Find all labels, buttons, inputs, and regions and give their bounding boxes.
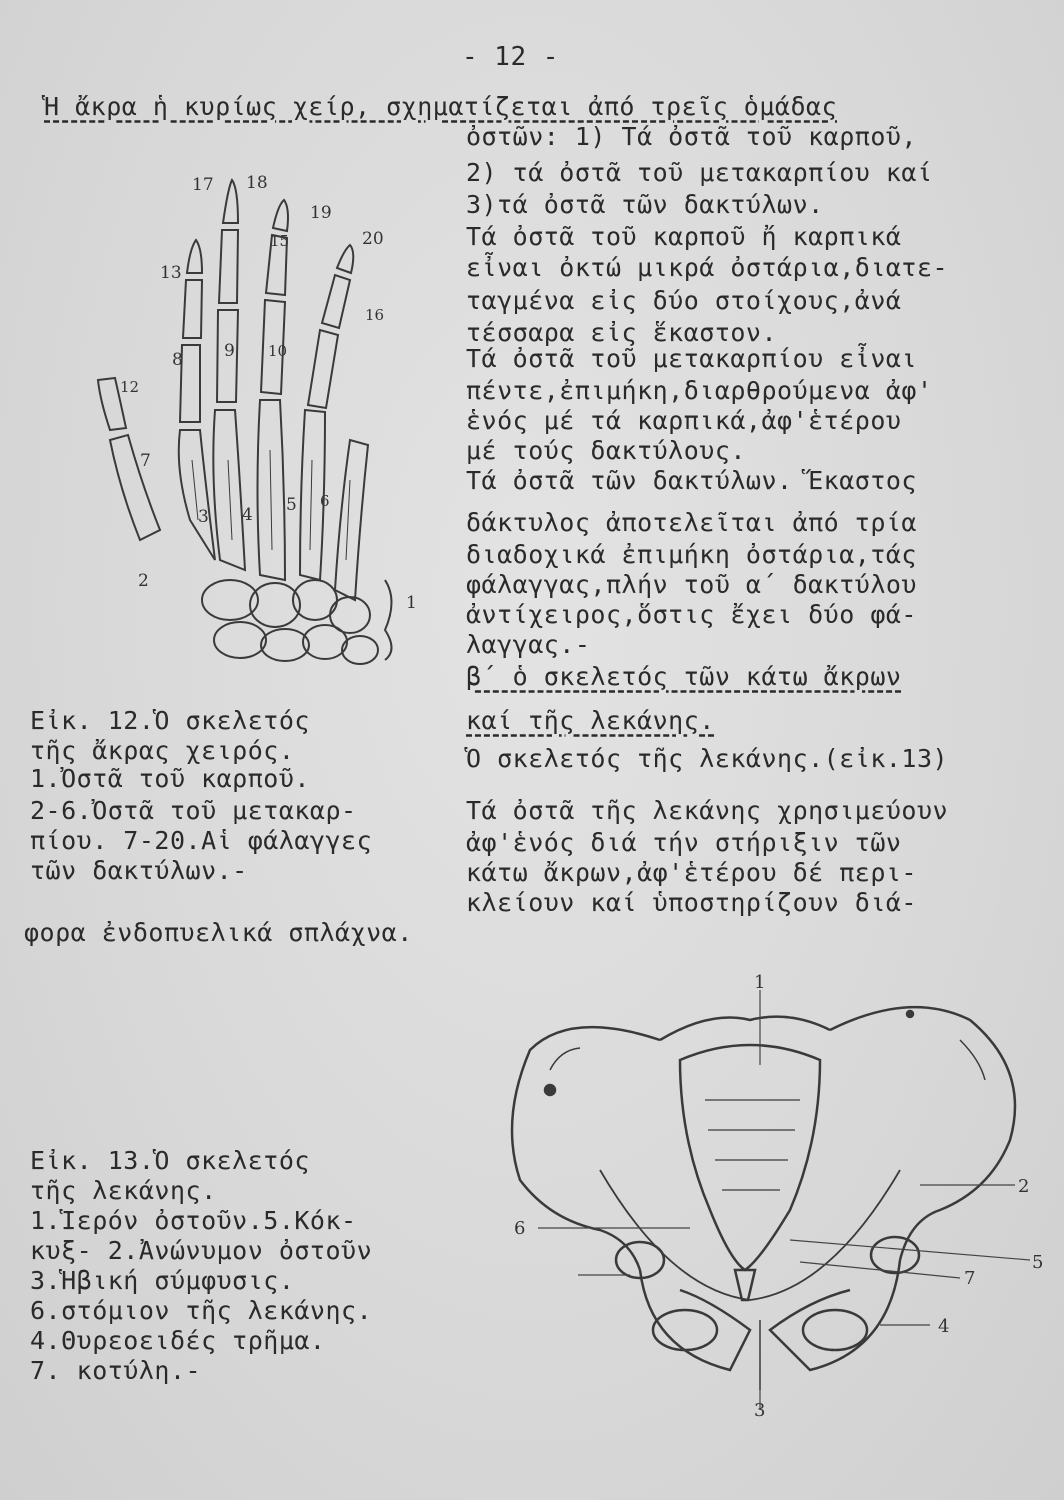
hand-label: 4 <box>242 505 253 525</box>
hand-skeleton-illustration <box>80 160 440 680</box>
body-line: Τά ὀστᾶ τῆς λεκάνης χρησιμεύουν <box>466 796 949 825</box>
body-line: ἀφ'ἑνός διά τήν στήριξιν τῶν <box>466 828 902 857</box>
caption-line: πίου. 7-20.Αἱ φάλαγγες <box>30 826 373 855</box>
caption-line: κυξ- 2.Ἀνώνυμον ὀστοῦν <box>30 1236 373 1265</box>
hand-label: 10 <box>268 342 288 360</box>
body-line: τέσσαρα εἰς ἕκαστον. <box>466 318 778 347</box>
hand-label: 15 <box>270 232 290 250</box>
pelvis-skeleton-illustration <box>490 970 1050 1420</box>
body-line: ἀντίχειρος,ὅστις ἔχει δύο φά- <box>466 600 917 629</box>
body-line: δάκτυλος ἀποτελεῖται ἀπό τρία <box>466 508 917 537</box>
body-line: Τά ὀστᾶ τῶν δακτύλων. Ἕκαστος <box>466 466 917 495</box>
hand-label: 5 <box>286 495 297 515</box>
subsection-heading: Ὁ σκελετός τῆς λεκάνης.(εἰκ.13) <box>466 744 949 773</box>
hand-label: 1 <box>406 593 417 613</box>
page-number: - 12 - <box>462 42 559 72</box>
caption-line: 3.Ἡβική σύμφυσις. <box>30 1266 295 1295</box>
hand-label: 9 <box>224 341 235 361</box>
hand-label: 8 <box>172 350 183 370</box>
hand-label: 18 <box>246 173 268 193</box>
body-line: Τά ὀστᾶ τοῦ μετακαρπίου εἶναι <box>466 344 917 373</box>
caption-line: 1.Ὀστᾶ τοῦ καρποῦ. <box>30 764 310 793</box>
caption-line: 2-6.Ὀστᾶ τοῦ μετακαρ- <box>30 796 357 825</box>
pelvis-label: 7 <box>964 1268 976 1289</box>
hand-label: 2 <box>138 571 149 591</box>
caption-line: 1.Ἱερόν ὀστοῦν.5.Κόκ- <box>30 1206 357 1235</box>
body-line: 3)τά ὀστᾶ τῶν δακτύλων. <box>466 190 824 219</box>
pelvis-label: 1 <box>754 972 766 993</box>
body-line: Ἡ ἄκρα ἡ κυρίως χείρ, σχηματίζεται ἀπό τρεῖς ὁμάδας <box>44 92 838 121</box>
caption-line: τῆς λεκάνης. <box>30 1176 217 1205</box>
caption-line: Εἰκ. 12.Ὁ σκελετός <box>30 706 310 735</box>
section-heading: β΄ ὁ σκελετός τῶν κάτω ἄκρων <box>466 662 902 691</box>
pelvis-label: 2 <box>1018 1176 1030 1197</box>
body-line: φορα ἐνδοπυελικά σπλάχνα. <box>24 918 413 947</box>
body-line: ὀστῶν: 1) Τά ὀστᾶ τοῦ καρποῦ, <box>466 122 917 151</box>
body-line: εἶναι ὀκτώ μικρά ὀστάρια,διατε- <box>466 253 949 282</box>
body-line: κλείουν καί ὑποστηρίζουν διά- <box>466 888 917 917</box>
body-line: λαγγας.- <box>466 630 591 659</box>
pelvis-label: 6 <box>514 1218 526 1239</box>
hand-label: 13 <box>160 263 182 283</box>
body-line: κάτω ἄκρων,ἀφ'ἑτέρου δέ περι- <box>466 858 917 887</box>
body-line: ταγμένα εἰς δύο στοίχους,ἀνά <box>466 286 902 315</box>
pelvis-label: 5 <box>1032 1252 1044 1273</box>
hand-label: 3 <box>198 507 209 527</box>
body-line: Τά ὀστᾶ τοῦ καρποῦ ἤ καρπικά <box>466 222 902 251</box>
caption-line: 4.Θυρεοειδές τρῆμα. <box>30 1326 326 1355</box>
body-line: μέ τούς δακτύλους. <box>466 436 746 465</box>
hand-label: 20 <box>362 229 384 249</box>
hand-label: 19 <box>310 203 332 223</box>
section-heading: καί τῆς λεκάνης. <box>466 706 715 735</box>
caption-line: 6.στόμιον τῆς λεκάνης. <box>30 1296 373 1325</box>
hand-label: 17 <box>192 175 214 195</box>
hand-label: 16 <box>365 306 385 324</box>
hand-label: 12 <box>120 378 140 396</box>
body-line: ἑνός μέ τά καρπικά,ἀφ'ἑτέρου <box>466 406 902 435</box>
hand-label: 7 <box>140 451 151 471</box>
body-line: πέντε,ἐπιμήκη,διαρθρούμενα ἀφ' <box>466 376 933 405</box>
caption-line: Εἰκ. 13.Ὁ σκελετός <box>30 1146 310 1175</box>
pelvis-label: 4 <box>938 1316 950 1337</box>
caption-line: τῶν δακτύλων.- <box>30 856 248 885</box>
caption-line: 7. κοτύλη.- <box>30 1356 202 1385</box>
caption-line: τῆς ἄκρας χειρός. <box>30 736 295 765</box>
hand-label: 6 <box>320 492 330 510</box>
body-line: διαδοχικά ἐπιμήκη ὀστάρια,τάς <box>466 540 917 569</box>
body-line: 2) τά ὀστᾶ τοῦ μετακαρπίου καί <box>466 158 933 187</box>
pelvis-label: 3 <box>754 1400 766 1420</box>
body-line: φάλαγγας,πλήν τοῦ α΄ δακτύλου <box>466 570 917 599</box>
